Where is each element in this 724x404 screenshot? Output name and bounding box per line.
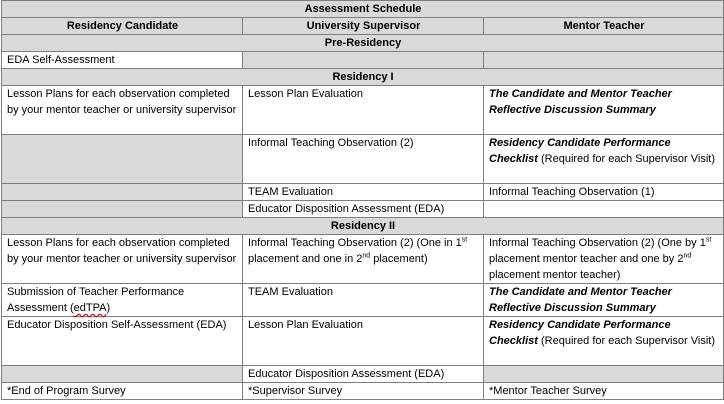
residency-1-row4-supervisor: Educator Disposition Assessment (EDA)	[243, 201, 484, 218]
column-header-mentor: Mentor Teacher	[484, 18, 724, 35]
residency-2-row3-candidate: Educator Disposition Self-Assessment (EDA)	[2, 317, 243, 366]
ordinal-suffix: nd	[683, 252, 692, 260]
residency-1-row3-supervisor: TEAM Evaluation	[243, 184, 484, 201]
section-heading-pre-residency: Pre-Residency	[2, 35, 724, 52]
checklist-note: (Required for each Supervisor Visit)	[537, 153, 716, 165]
empty-cell	[243, 52, 484, 69]
residency-2-row2-candidate	[2, 284, 243, 317]
edtpa-text: edTPA	[73, 302, 107, 314]
survey-candidate: *End of Program Survey	[2, 383, 243, 400]
residency-1-row2-supervisor: Informal Teaching Observation (2)	[243, 135, 484, 184]
submission-text: Submission of Teacher Performance Assessment (	[7, 286, 185, 314]
section-heading-residency-2: Residency II	[2, 218, 724, 235]
residency-2-row1-mentor	[484, 235, 724, 284]
residency-2-row2-mentor: The Candidate and Mentor Teacher Reflective Discussion Summary	[484, 284, 724, 317]
observation-text: placement mentor teacher and one by 2	[489, 253, 684, 265]
empty-cell	[2, 201, 243, 218]
checklist-title: Residency Candidate Performance Checklist	[489, 319, 671, 347]
empty-cell	[2, 184, 243, 201]
residency-2-row1-supervisor	[243, 235, 484, 284]
table-title: Assessment Schedule	[2, 1, 724, 18]
observation-text: Informal Teaching Observation (2) (One in 1	[248, 237, 462, 249]
residency-1-row1-candidate: Lesson Plans for each observation completed by your mentor teacher or university supervisor	[2, 86, 243, 135]
ordinal-suffix: st	[705, 236, 712, 244]
ordinal-suffix: nd	[362, 252, 371, 260]
residency-1-row1-supervisor: Lesson Plan Evaluation	[243, 86, 484, 135]
observation-text: placement and one in 2	[248, 253, 363, 265]
residency-2-row1-candidate: Lesson Plans for each observation completed by your mentor teacher or university supervisor	[2, 235, 243, 284]
pre-residency-candidate-cell: EDA Self-Assessment	[2, 52, 243, 69]
empty-cell	[484, 366, 724, 383]
residency-2-row3-mentor	[484, 317, 724, 366]
residency-1-row2-mentor	[484, 135, 724, 184]
survey-supervisor: *Supervisor Survey	[243, 383, 484, 400]
submission-text: )	[106, 302, 111, 314]
column-header-supervisor: University Supervisor	[243, 18, 484, 35]
residency-2-row3-supervisor: Lesson Plan Evaluation	[243, 317, 484, 366]
checklist-note: (Required for each Supervisor Visit)	[537, 335, 716, 347]
observation-text: Informal Teaching Observation (2) (One by 1	[489, 237, 706, 249]
observation-text: placement)	[370, 253, 428, 265]
residency-2-row2-supervisor: TEAM Evaluation	[243, 284, 484, 317]
residency-2-row4-supervisor: Educator Disposition Assessment (EDA)	[243, 366, 484, 383]
checklist-title: Residency Candidate Performance Checklist	[489, 137, 671, 165]
assessment-schedule-table	[1, 0, 724, 400]
empty-cell	[484, 201, 724, 218]
residency-1-row3-mentor: Informal Teaching Observation (1)	[484, 184, 724, 201]
observation-text: placement mentor teacher)	[489, 269, 621, 281]
column-header-candidate: Residency Candidate	[2, 18, 243, 35]
empty-cell	[2, 366, 243, 383]
empty-cell	[484, 52, 724, 69]
residency-1-row1-mentor: The Candidate and Mentor Teacher Reflective Discussion Summary	[484, 86, 724, 135]
survey-mentor: *Mentor Teacher Survey	[484, 383, 724, 400]
empty-cell	[2, 135, 243, 184]
ordinal-suffix: st	[461, 236, 468, 244]
section-heading-residency-1: Residency I	[2, 69, 724, 86]
